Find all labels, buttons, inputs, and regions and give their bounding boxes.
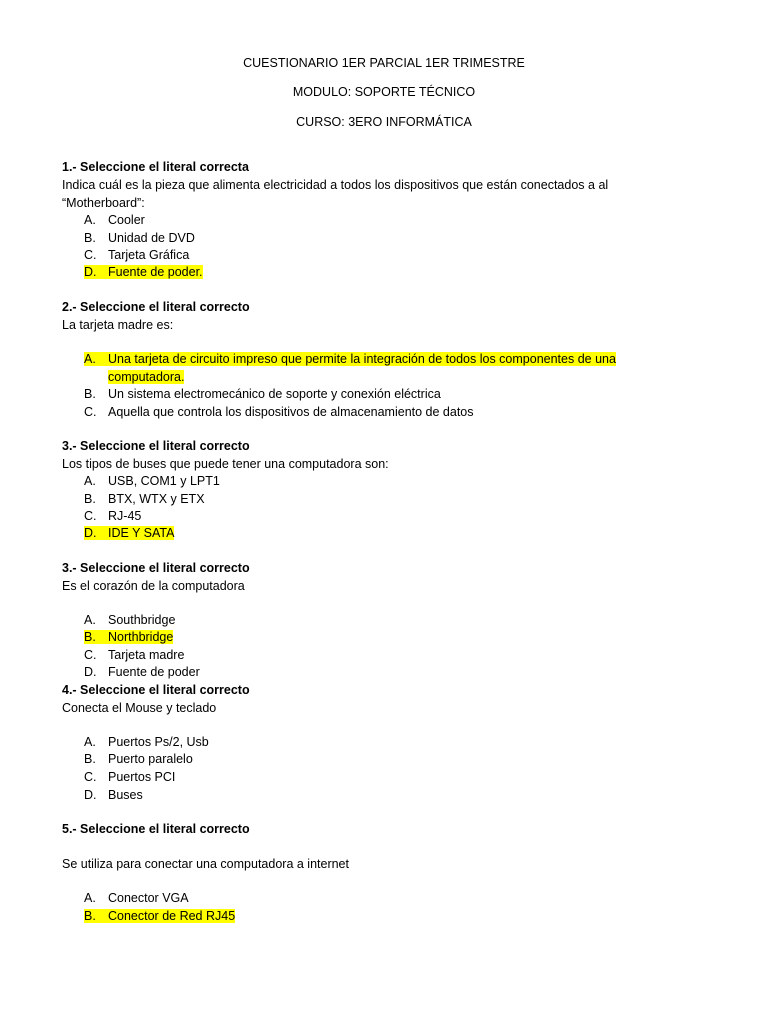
question-4-option-b: [84, 751, 193, 769]
question-1-option-b: [84, 230, 195, 248]
question-4-option-a: [84, 734, 209, 752]
question-5-option-a: [84, 890, 189, 908]
option-text: Tarjeta Gráfica: [108, 248, 190, 262]
question-2-prompt: La tarjeta madre es:: [62, 318, 174, 332]
question-1-option-d: [84, 264, 203, 282]
option-letter: B.: [84, 492, 96, 506]
option-letter: B.: [84, 909, 96, 923]
question-3b-prompt: Es el corazón de la computadora: [62, 579, 245, 593]
option-letter: C.: [84, 770, 97, 784]
question-4-prompt: Conecta el Mouse y teclado: [62, 701, 217, 715]
option-letter: A.: [84, 891, 96, 905]
option-letter: C.: [84, 248, 97, 262]
question-1-option-a: [84, 212, 145, 230]
question-3-option-d: [84, 525, 174, 543]
option-text: Tarjeta madre: [108, 648, 185, 662]
question-1-heading: 1.- Seleccione el literal correcta: [62, 160, 249, 174]
question-3b-option-d: [84, 664, 200, 682]
option-letter: A.: [84, 213, 96, 227]
question-2-option-c: [84, 404, 474, 422]
question-3-option-a: [84, 473, 220, 491]
question-5-option-b: [84, 908, 235, 926]
option-text: Conector de Red RJ45: [108, 909, 236, 923]
option-letter: D.: [84, 665, 97, 679]
option-text: RJ-45: [108, 509, 142, 523]
question-5-prompt: Se utiliza para conectar una computadora a internet: [62, 857, 349, 871]
option-text: Un sistema electromecánico de soporte y conexión eléctrica: [108, 387, 441, 401]
question-1-prompt: Indica cuál es la pieza que alimenta electricidad a todos los dispositivos que están conectados a al: [62, 178, 609, 192]
option-text: Unidad de DVD: [108, 231, 195, 245]
question-3-option-c: [84, 508, 141, 526]
question-3b-heading: 3.- Seleccione el literal correcto: [62, 561, 250, 575]
question-3-prompt: Los tipos de buses que puede tener una computadora son:: [62, 457, 389, 471]
question-2-option-b: [84, 386, 441, 404]
option-letter: A.: [84, 613, 96, 627]
option-text: Puerto paralelo: [108, 752, 193, 766]
question-4-option-d: [84, 787, 143, 805]
option-letter: D.: [84, 788, 97, 802]
option-letter: A.: [84, 352, 96, 366]
option-letter: B.: [84, 231, 96, 245]
option-letter: B.: [84, 752, 96, 766]
option-text: BTX, WTX y ETX: [108, 492, 205, 506]
question-3b-option-a: [84, 612, 175, 630]
question-2-option-a: [84, 351, 616, 369]
option-text: Southbridge: [108, 613, 176, 627]
question-3b-option-b: [84, 629, 173, 647]
document-title: CUESTIONARIO 1ER PARCIAL 1ER TRIMESTRE: [243, 56, 525, 70]
question-4-option-c: [84, 769, 175, 787]
question-3b-option-c: [84, 647, 184, 665]
option-text: USB, COM1 y LPT1: [108, 474, 220, 488]
option-text: Buses: [108, 788, 143, 802]
option-letter: D.: [84, 526, 97, 540]
question-3-heading: 3.- Seleccione el literal correcto: [62, 439, 250, 453]
option-text: IDE Y SATA: [108, 526, 175, 540]
option-text: Una tarjeta de circuito impreso que permite la integración de todos los componentes de una: [108, 352, 616, 366]
option-text: Puertos PCI: [108, 770, 176, 784]
question-4-heading: 4.- Seleccione el literal correcto: [62, 683, 250, 697]
option-text: Puertos Ps/2, Usb: [108, 735, 209, 749]
option-letter: C.: [84, 405, 97, 419]
option-text: Conector VGA: [108, 891, 189, 905]
option-letter: A.: [84, 474, 96, 488]
question-5-heading: 5.- Seleccione el literal correcto: [62, 822, 250, 836]
question-1-option-c: [84, 247, 189, 265]
option-text: Cooler: [108, 213, 145, 227]
option-letter: C.: [84, 648, 97, 662]
option-letter: D.: [84, 265, 97, 279]
option-text: Aquella que controla los dispositivos de almacenamiento de datos: [108, 405, 474, 419]
option-letter: B.: [84, 630, 96, 644]
module-line: MODULO: SOPORTE TÉCNICO: [292, 85, 476, 99]
question-2-heading: 2.- Seleccione el literal correcto: [62, 300, 250, 314]
option-letter: B.: [84, 387, 96, 401]
option-letter: A.: [84, 735, 96, 749]
course-line: CURSO: 3ERO INFORMÁTICA: [296, 115, 472, 129]
option-text-cont: computadora.: [108, 370, 185, 384]
question-3-option-b: [84, 491, 205, 509]
option-text: Fuente de poder.: [108, 265, 203, 279]
option-text: Northbridge: [108, 630, 174, 644]
option-text: Fuente de poder: [108, 665, 200, 679]
question-1-prompt-cont: “Motherboard”:: [62, 196, 145, 210]
question-2-option-a-cont: [108, 369, 184, 387]
option-letter: C.: [84, 509, 97, 523]
